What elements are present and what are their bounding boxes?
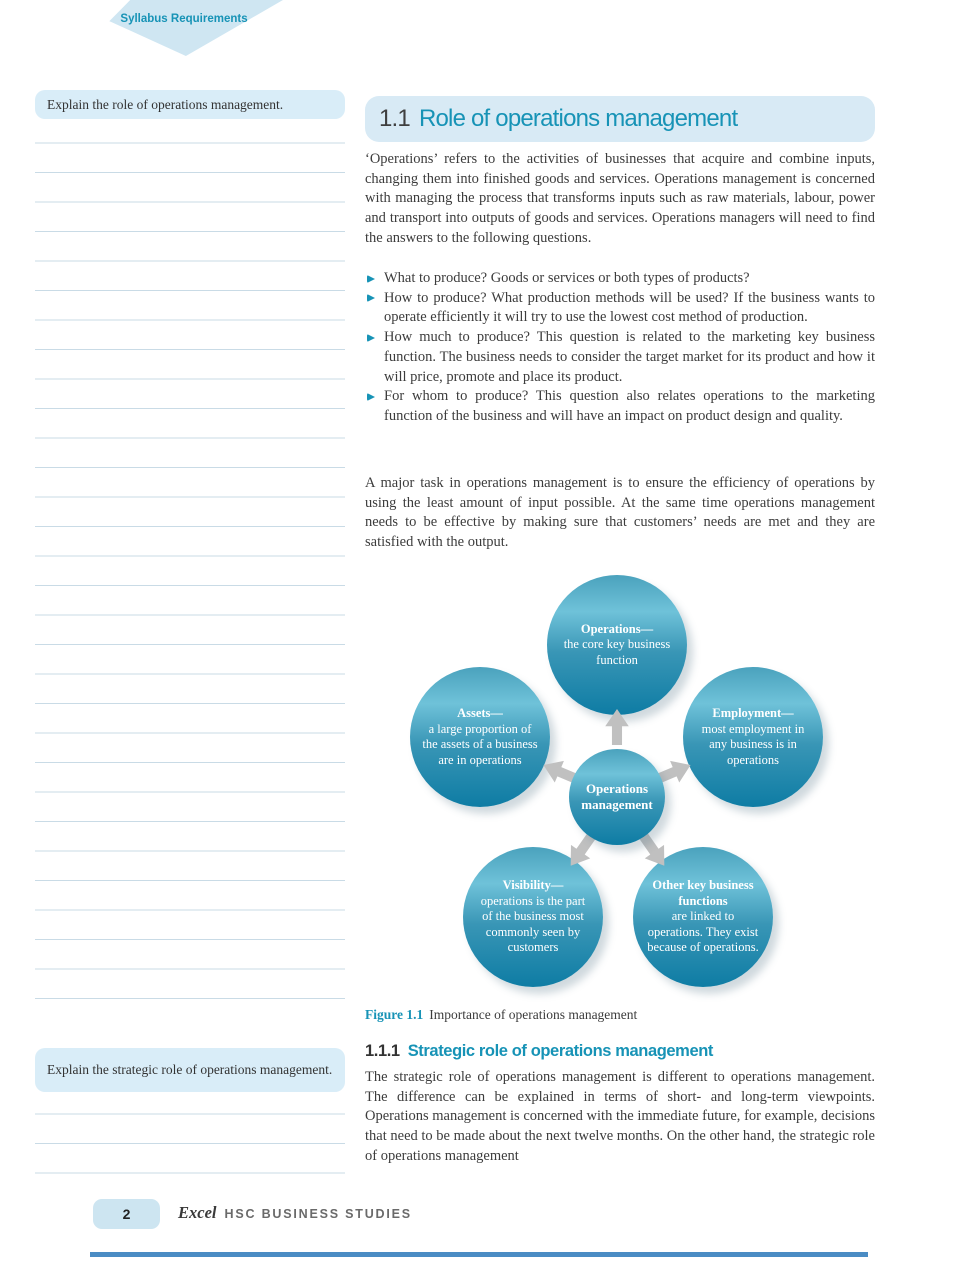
node-title: Visibility—: [502, 878, 564, 893]
node-title: Assets—: [457, 706, 503, 720]
syllabus-ribbon: [55, 0, 290, 56]
bullet-item: [365, 269, 875, 289]
bullet-item: [365, 328, 875, 387]
node-body: a large proportion of the assets of a business are in operations: [422, 721, 538, 767]
bullet-text: How much to produce? This question is related to the marketing key business function. The business needs to consider the target market for its product and how it will price, promote and place its product.: [384, 329, 875, 385]
bullet-item: [365, 289, 875, 328]
subsection-title: Strategic role of operations management: [407, 1042, 714, 1060]
bottom-rule: [90, 1252, 868, 1257]
series-title: HSC BUSINESS STUDIES: [224, 1207, 412, 1221]
node-body: most employment in any business is in operations: [701, 721, 805, 767]
syllabus-note-text: Explain the strategic role of operations management.: [47, 1062, 333, 1078]
node-title: Operations—: [580, 621, 654, 636]
figure-caption: [365, 1007, 875, 1023]
bullet-arrow-icon: [367, 275, 375, 283]
node-title: Employment—: [712, 706, 794, 720]
syllabus-ribbon-label: Syllabus Requirements: [120, 13, 248, 25]
node-body: operations is the part of the business most commonly seen by customers: [480, 893, 586, 955]
bullet-text: How to produce? What production methods will be used? If the business wants to operate efficiently it will try to use the lowest cost method of production.: [384, 289, 875, 326]
diagram-node-other-functions: [633, 847, 773, 987]
efficiency-paragraph: A major task in operations management is to ensure the efficiency of operations by using the least amount of input possible. At the same time operations management needs to be effective by making sure that customers’ needs are met and they are satisfied with the output.: [365, 475, 875, 551]
syllabus-note-text: Explain the role of operations management.: [47, 96, 284, 112]
figure-label: Figure 1.1: [365, 1007, 424, 1022]
page-number-badge: 2: [93, 1199, 160, 1229]
section-heading: [365, 96, 875, 142]
bullet-item: [365, 387, 875, 426]
section-title: Role of operations management: [418, 105, 738, 132]
bullet-arrow-icon: [367, 294, 375, 302]
node-title: Other key business functions: [652, 878, 754, 908]
brand-logo: Excel: [178, 1203, 217, 1222]
intro-paragraph: ‘Operations’ refers to the activities of businesses that acquire and combine inputs, changing them into finished goods and services. Operations management is concerned with managing the process that transforms inputs such as raw materials, labour, power and transport into outputs of goods and services. Operations managers will need to find the answers to the following questions.: [365, 151, 875, 246]
bullet-arrow-icon: [367, 393, 375, 401]
diagram-node-operations: [547, 575, 687, 715]
diagram-node-assets: [410, 667, 550, 807]
subsection-heading: [365, 1042, 875, 1061]
ruled-note-lines: [35, 1085, 345, 1174]
node-body: are linked to operations. They exist because of operations.: [647, 909, 759, 955]
ruled-note-lines: [35, 114, 345, 1000]
operations-diagram: [365, 560, 875, 1000]
diagram-node-center: [569, 749, 665, 845]
strategic-paragraph: The strategic role of operations management is different to operations management. The difference can be explained in terms of short- and long-term viewpoints. Operations management is concerned with the immediate future, for example, decisions that need to be made about the next twelve months. On the other hand, the strategic role of operations management: [365, 1069, 875, 1164]
syllabus-note-box: [35, 1048, 345, 1092]
node-body: the core key business function: [563, 637, 671, 667]
bullet-arrow-icon: [367, 334, 375, 342]
figure-caption-text: Importance of operations management: [429, 1007, 638, 1022]
diagram-node-visibility: [463, 847, 603, 987]
diagram-node-employment: [683, 667, 823, 807]
bullet-list: [365, 269, 875, 427]
subsection-number: 1.1.1: [365, 1042, 400, 1060]
syllabus-note-box: [35, 90, 345, 119]
node-title: Operations management: [581, 781, 653, 812]
footer-brand-line: [178, 1203, 412, 1223]
section-number: 1.1: [379, 105, 410, 132]
bullet-text: What to produce? Goods or services or both types of products?: [384, 270, 750, 286]
bullet-text: For whom to produce? This question also relates operations to the marketing function of the business and will have an impact on product design and quality.: [384, 388, 875, 424]
